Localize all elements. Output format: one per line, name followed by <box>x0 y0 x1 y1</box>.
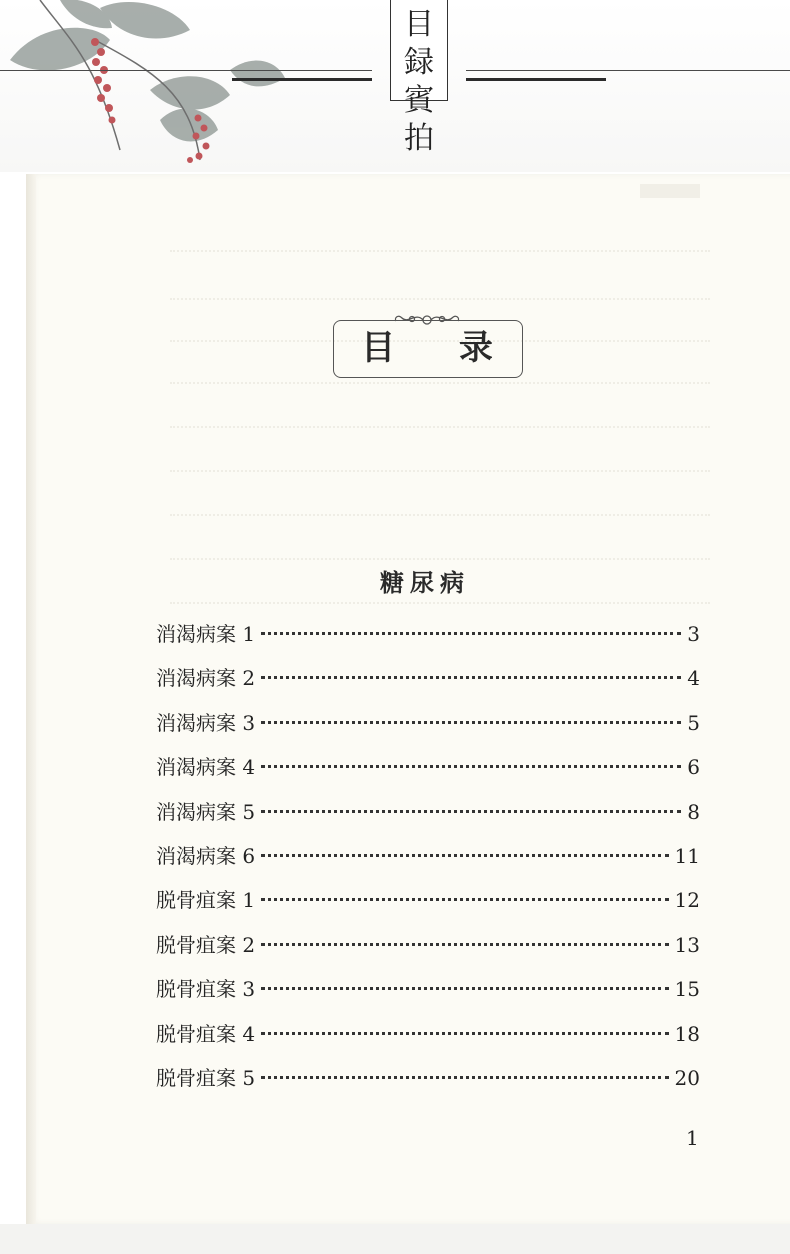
toc-entry-page: 12 <box>674 888 700 913</box>
toc-entry[interactable] <box>156 796 700 840</box>
toc-entry[interactable] <box>156 618 700 662</box>
toc-entry-label: 脱骨疽案 2 <box>156 932 256 957</box>
toc-leader-dots <box>261 898 668 901</box>
toc-entry[interactable] <box>156 884 700 928</box>
toc-entry-page: 4 <box>687 666 700 691</box>
section-title: 糖尿病 <box>380 568 470 597</box>
page-spine-shadow <box>26 174 36 1224</box>
toc-entry[interactable] <box>156 1018 700 1062</box>
toc-leader-dots <box>261 1076 668 1079</box>
toc-leader-dots <box>261 854 668 857</box>
toc-entry-label: 脱骨疽案 4 <box>156 1021 256 1046</box>
vertical-title-char: 賓 <box>404 83 434 118</box>
toc-entry-page: 13 <box>674 932 700 957</box>
plum-branch-illustration <box>0 0 290 172</box>
toc-leader-dots <box>261 765 681 768</box>
toc-entry-label: 脱骨疽案 1 <box>156 888 256 913</box>
toc-entry[interactable] <box>156 929 700 973</box>
toc-entry-page: 20 <box>674 1065 700 1090</box>
toc-entry-label: 消渴病案 6 <box>156 843 256 868</box>
toc-entry-page: 11 <box>674 843 700 868</box>
toc-entry-page: 8 <box>687 799 700 824</box>
vertical-title-char: 録 <box>404 45 434 80</box>
contents-heading: 目 录 <box>361 328 519 368</box>
toc-entry[interactable] <box>156 840 700 884</box>
toc-entry-page: 6 <box>687 755 700 780</box>
page-number: 1 <box>686 1126 699 1150</box>
toc-entry-label: 脱骨疽案 5 <box>156 1065 256 1090</box>
toc-leader-dots <box>261 676 681 679</box>
vertical-title-char: 拍 <box>404 121 434 156</box>
toc-leader-dots <box>261 721 681 724</box>
vertical-title <box>400 6 438 158</box>
toc-leader-dots <box>261 943 668 946</box>
toc-entry-page: 3 <box>687 622 700 646</box>
toc-leader-dots <box>261 810 681 813</box>
toc-entry-label: 消渴病案 4 <box>156 755 256 780</box>
toc-entry[interactable] <box>156 662 700 706</box>
header-rule-left-thick <box>232 78 372 81</box>
toc-leader-dots <box>261 1032 668 1035</box>
toc-entry[interactable] <box>156 973 700 1017</box>
toc-entry-label: 消渴病案 1 <box>156 622 256 646</box>
header-banner <box>0 0 790 172</box>
page-bottom-edge <box>0 1224 790 1254</box>
header-rule-right <box>466 70 790 71</box>
toc-entry-page: 5 <box>687 710 700 735</box>
toc-leader-dots <box>261 632 681 635</box>
toc-entry-label: 脱骨疽案 3 <box>156 977 256 1002</box>
toc-entry[interactable] <box>156 1062 700 1106</box>
header-rule-left <box>0 70 372 71</box>
toc-entry[interactable] <box>156 751 700 795</box>
header-rule-right-thick <box>466 78 606 81</box>
toc-leader-dots <box>261 987 668 990</box>
toc-entry-label: 消渴病案 5 <box>156 799 256 824</box>
toc-entry-page: 15 <box>674 977 700 1002</box>
toc-entry-label: 消渴病案 3 <box>156 710 256 735</box>
table-of-contents <box>156 618 700 1106</box>
vertical-title-char: 目 <box>404 7 434 42</box>
toc-entry[interactable] <box>156 707 700 751</box>
toc-entry-page: 18 <box>674 1021 700 1046</box>
toc-entry-label: 消渴病案 2 <box>156 666 256 691</box>
